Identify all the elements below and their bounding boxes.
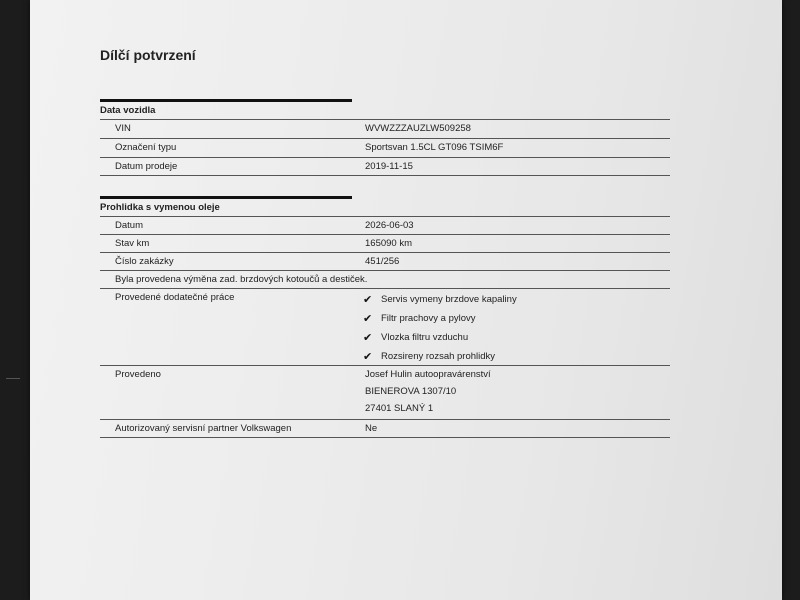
row-value: 451/256 (365, 256, 400, 267)
row-value: WVWZZZAUZLW509258 (365, 123, 471, 134)
inspection-heading-text: Prohlidka s vymenou oleje (100, 202, 220, 213)
checkmark-icon: ✔ (363, 313, 373, 325)
row-value: Sportsvan 1.5CL GT096 TSIM6F (365, 142, 504, 153)
inspection-note-row (100, 271, 670, 289)
section-heading-inspection (100, 196, 352, 213)
workshop-city: 27401 SLANÝ 1 (365, 403, 434, 414)
page-title: Dílčí potvrzení (100, 47, 196, 63)
extra-work-item: Filtr prachovy a pylovy (381, 313, 476, 324)
row-value: 165090 km (365, 238, 413, 249)
document-page (30, 0, 782, 600)
vehicle-heading-text: Data vozidla (100, 105, 156, 116)
row-value: 2026-06-03 (365, 220, 414, 231)
checkmark-icon: ✔ (363, 332, 373, 344)
row-label: Datum prodeje (115, 161, 178, 172)
inspection-note: Byla provedena výměna zad. brzdových kotoučů a destiček. (115, 274, 368, 285)
row-label: Datum (115, 220, 143, 231)
workshop-street: BIENEROVA 1307/10 (365, 386, 457, 397)
row-label: Označení typu (115, 142, 177, 153)
list-item (363, 290, 517, 309)
row-label: Stav km (115, 238, 150, 249)
vehicle-row-sale-date (100, 158, 670, 176)
extra-work-item: Vlozka filtru vzduchu (381, 332, 469, 343)
checkmark-icon: ✔ (363, 294, 373, 306)
extra-work-label: Provedené dodatečné práce (115, 292, 235, 303)
vehicle-row-type (100, 139, 670, 158)
partner-value: Ne (365, 423, 378, 434)
inspection-row-date (100, 217, 670, 235)
row-label: Číslo zakázky (115, 256, 174, 267)
performed-by-label: Provedeno (115, 369, 161, 380)
extra-work-item: Servis vymeny brzdove kapaliny (381, 294, 517, 305)
partner-label: Autorizovaný servisní partner Volkswagen (115, 423, 292, 434)
extra-work-item: Rozsireny rozsah prohlidky (381, 351, 496, 362)
performed-by-address (365, 366, 491, 417)
inspection-row-km (100, 235, 670, 253)
row-label: VIN (115, 123, 131, 134)
list-item (363, 309, 517, 328)
list-item (363, 347, 517, 366)
vehicle-row-vin (100, 120, 670, 139)
section-heading-vehicle (100, 99, 352, 116)
extra-work-list (363, 290, 517, 366)
workshop-name: Josef Hulin autoopravárenství (365, 369, 491, 380)
checkmark-icon: ✔ (363, 351, 373, 363)
inspection-row-order (100, 253, 670, 271)
partner-row (100, 420, 670, 438)
margin-mark (6, 378, 20, 379)
row-value: 2019-11-15 (365, 161, 413, 172)
list-item (363, 328, 517, 347)
